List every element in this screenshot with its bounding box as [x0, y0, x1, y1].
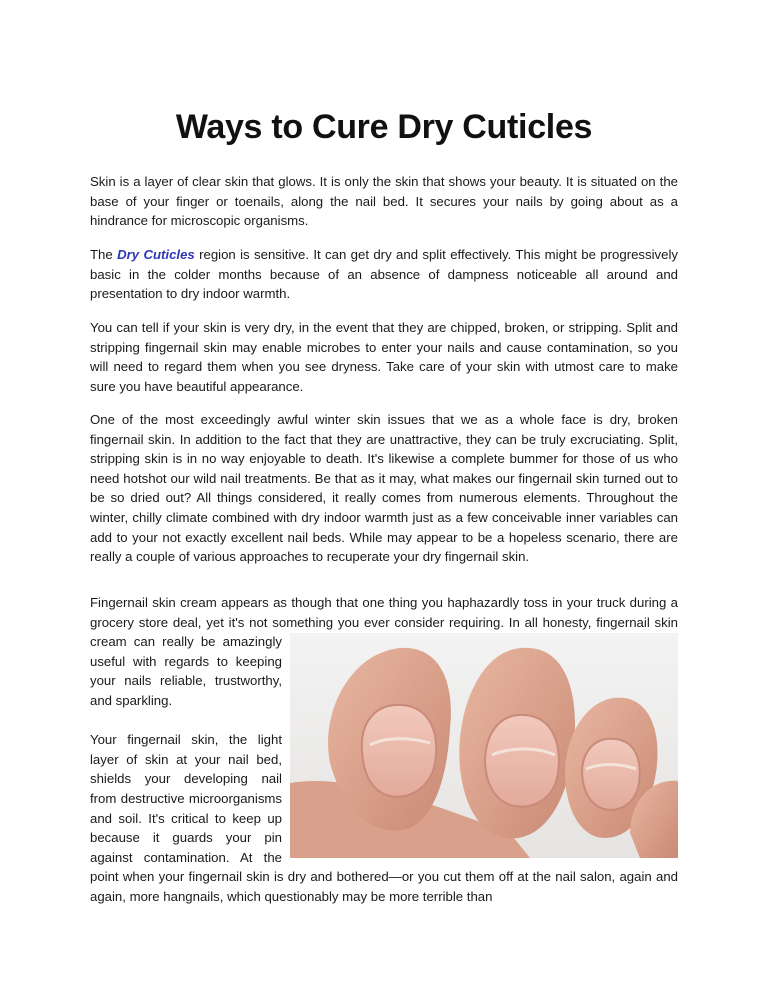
paragraph-text: Fingernail skin cream appears as though that one thing you haphazardly toss in your truck during a grocery store deal, yet it's not something you ever consider requiring. In all honesty, fingernail skin cream can really be amazingly useful with regards to keeping your nails reliable, trustworthy, and sparkling.	[90, 595, 678, 708]
paragraph-cream	[90, 593, 678, 907]
page-title: Ways to Cure Dry Cuticles	[175, 108, 593, 146]
dry-fingernails-photo	[290, 633, 678, 858]
paragraph-text: Your fingernail skin, the light layer of skin at your nail bed, shields your developing nail from destructive microorganisms and soil. It's critical to keep up because it guards your pin against contamination. At the point when your fingernail skin is dry and bothered—or you cut them off at the nail salon, again and again, more hangnails, which questionably may be more terrible than	[90, 732, 678, 904]
fingers-illustration	[290, 633, 678, 858]
paragraph-dry-cuticles	[90, 245, 678, 304]
dry-cuticles-link[interactable]: Dry Cuticles	[117, 247, 195, 262]
paragraph-intro: Skin is a layer of clear skin that glows. It is only the skin that shows your beauty. It is situated on the base of your finger or toenails, along the nail bed. It secures your nails by going about as a hindrance for microscopic organisms.	[90, 174, 678, 229]
paragraph-dryness: You can tell if your skin is very dry, in the event that they are chipped, broken, or stripping. Split and stripping fingernail skin may enable microbes to enter your nails and cause contamination, so you will need to regard them when you see dryness. Take care of your skin with utmost care to make sure you have beautiful appearance.	[90, 320, 678, 394]
paragraph-text: region is sensitive. It can get dry and split effectively. This might be progressively basic in the colder months because of an absence of dampness noticeable all around and presentation to dry indoor warmth.	[90, 247, 678, 302]
paragraph-text: The	[90, 247, 118, 262]
paragraph-winter: One of the most exceedingly awful winter skin issues that we as a whole face is dry, broken fingernail skin. In addition to the fact that they are unattractive, they can be truly excruciating. Split, stripping skin is in no way enjoyable to death. It's likewise a complete bummer for those of us who need hotshot our wild nail treatments. Be that as it may, what makes our fingernail skin turned out to be so dried out? All things considered, it really comes from numerous elements. Throughout the winter, chilly climate combined with dry indoor warmth just as a few conceivable inner variables can add to your not exactly excellent nail beds. While may appear to be a hopeless scenario, there are really a couple of various approaches to recuperate your dry fingernail skin.	[90, 412, 678, 565]
